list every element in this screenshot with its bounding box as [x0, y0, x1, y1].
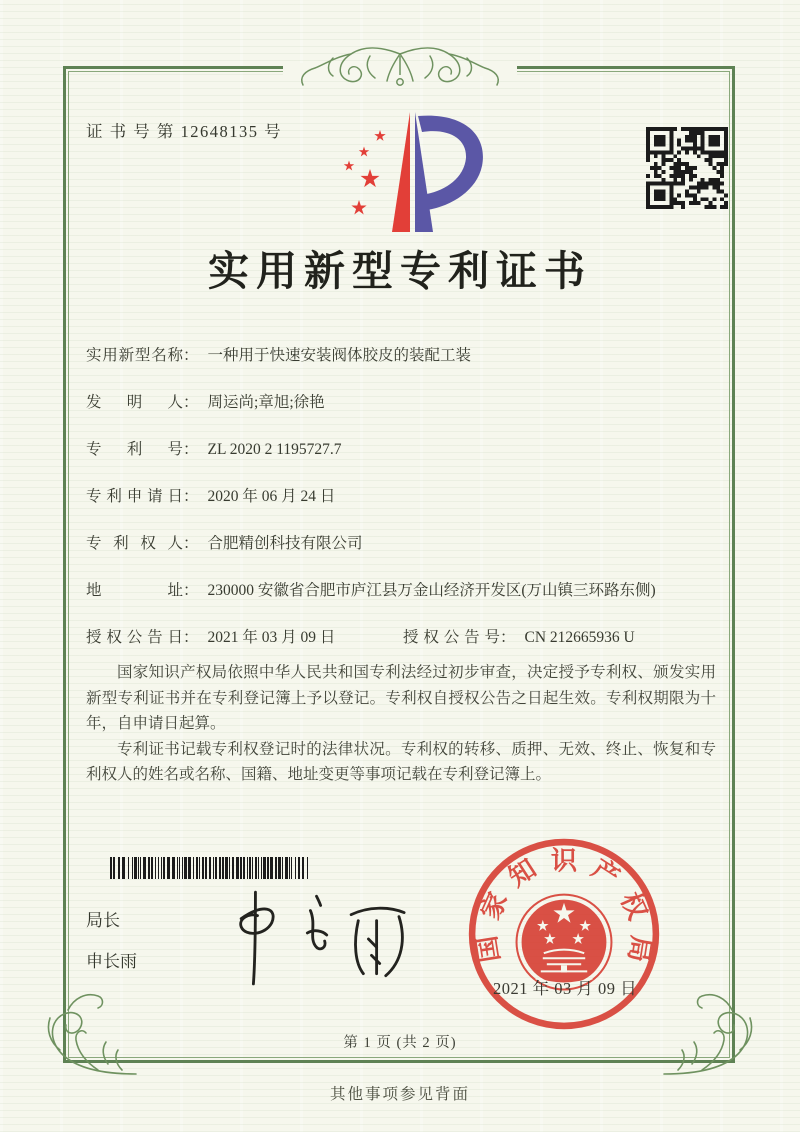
legal-paragraph-2: 专利证书记载专利权登记时的法律状况。专利权的转移、质押、无效、终止、恢复和专利权人的姓名或名称、国籍、地址变更等事项记载在专利登记簿上。 [86, 740, 716, 783]
field-label: 实用新型名称 [86, 347, 183, 364]
field-label: 专利权人 [86, 535, 183, 552]
field-label: 发明人 [86, 394, 183, 411]
svg-text:国: 国 [472, 933, 506, 965]
field-label: 专利号 [86, 441, 183, 458]
certificate-title: 实用新型专利证书 [208, 248, 592, 294]
svg-text:识: 识 [550, 846, 578, 876]
field-grant-date-and-number: 授权公告日 ： 2021 年 03 月 09 日 授权公告号 ： CN 212665936 U [86, 624, 720, 651]
field-patent-number: 专利号 ： ZL 2020 2 1195727.7 [86, 436, 720, 463]
certificate-fields [86, 342, 720, 671]
cnipa-logo-icon [330, 108, 495, 238]
field-utility-model-name: 实用新型名称 ： 一种用于快速安装阀体胶皮的装配工装 [86, 342, 720, 369]
svg-text:权: 权 [614, 888, 653, 924]
field-patentee: 专利权人 ： 合肥精创科技有限公司 [86, 530, 720, 557]
field-filing-date: 专利申请日 ： 2020 年 06 月 24 日 [86, 483, 720, 510]
back-side-note: 其他事项参见背面 [329, 1086, 470, 1103]
svg-text:家: 家 [475, 888, 514, 924]
director-title: 局长 [86, 911, 120, 930]
seal-date: 2021 年 03 月 09 日 [492, 979, 638, 998]
field-value: 合肥精创科技有限公司 [207, 535, 363, 552]
field-value: 2021 年 03 月 09 日 [207, 629, 336, 646]
barcode-icon [110, 857, 310, 879]
field-inventor: 发明人 ： 周运尚;章旭;徐艳 [86, 389, 720, 416]
page-number: 第 1 页 (共 2 页) [343, 1035, 457, 1051]
field-label: 授权公告日 [86, 629, 183, 646]
border-ornament-top-icon [275, 44, 525, 92]
field-value: 230000 安徽省合肥市庐江县万金山经济开发区(万山镇三环路东侧) [207, 582, 656, 599]
director-signature-icon [210, 880, 420, 992]
legal-paragraph-1: 国家知识产权局依照中华人民共和国专利法经过初步审查，决定授予专利权、颁发实用新型专利证书并在专利登记簿上予以登记。专利权自授权公告之日起生效。专利权期限为十年，自申请日起算。 [86, 664, 716, 732]
field-value: CN 212665936 U [524, 629, 635, 646]
certificate-number: 证 书 号 第 12648135 号 [86, 122, 283, 141]
qr-code-icon [646, 127, 728, 209]
signatory-block [86, 906, 137, 972]
field-address: 地址 ： 230000 安徽省合肥市庐江县万金山经济开发区(万山镇三环路东侧) [86, 577, 720, 604]
field-label: 授权公告号 [403, 629, 500, 646]
field-value: 一种用于快速安装阀体胶皮的装配工装 [207, 347, 472, 364]
field-value: 周运尚;章旭;徐艳 [207, 394, 325, 411]
director-name: 申长雨 [86, 952, 137, 971]
legal-text [86, 660, 716, 788]
svg-text:局: 局 [622, 933, 656, 965]
svg-text:产: 产 [586, 853, 625, 893]
field-value: ZL 2020 2 1195727.7 [207, 441, 342, 458]
field-label: 地址 [86, 582, 183, 599]
field-value: 2020 年 06 月 24 日 [207, 488, 336, 505]
field-grant-number: 授权公告号 ： CN 212665936 U [403, 624, 635, 651]
cnipa-official-seal-icon [463, 833, 665, 1035]
field-label: 专利申请日 [86, 488, 183, 505]
svg-text:知: 知 [503, 853, 542, 893]
